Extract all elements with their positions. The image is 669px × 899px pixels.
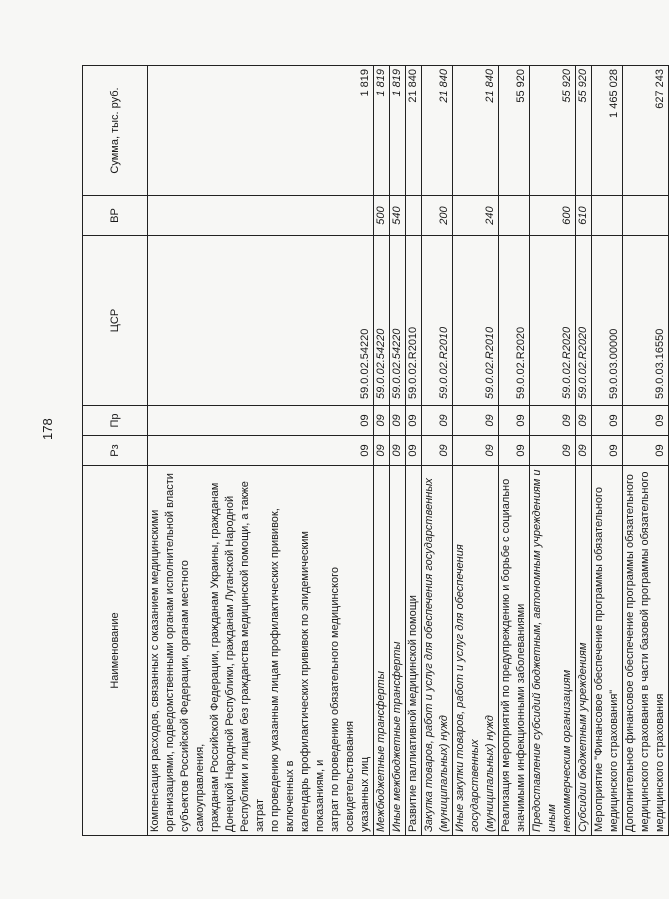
row-sum: 55 920 bbox=[530, 66, 576, 196]
row-sum: 1 819 bbox=[390, 66, 406, 196]
table-row bbox=[530, 66, 576, 836]
row-rz: 09 bbox=[406, 436, 422, 466]
row-csr: 59.0.02.R2010 bbox=[406, 236, 422, 406]
row-name-line: Компенсация расходов, связанных с оказанием медицинскими bbox=[149, 509, 161, 832]
row-sum: 55 920 bbox=[499, 66, 530, 196]
row-name-line: Мероприятие "Финансовое обеспечение программы обязательного bbox=[593, 487, 605, 832]
row-name bbox=[623, 466, 669, 836]
row-name-line: Развитие паллиативной медицинской помощи bbox=[407, 595, 419, 832]
row-rz: 09 bbox=[374, 436, 390, 466]
row-name-line: Предоставление субсидий бюджетным, автономным учреждениям и иным bbox=[531, 469, 558, 832]
row-name-line: гражданам Российской Федерации, гражданам Украины, гражданам bbox=[209, 482, 221, 832]
row-vr bbox=[499, 196, 530, 236]
row-name-line: по проведению указанным лицам профилактических прививок, включенных в bbox=[269, 508, 296, 832]
row-rz: 09 bbox=[530, 436, 576, 466]
row-name bbox=[390, 466, 406, 836]
row-name-line: значимыми инфекционными заболеваниями bbox=[515, 603, 527, 832]
row-vr bbox=[592, 196, 623, 236]
row-vr: 200 bbox=[422, 196, 453, 236]
row-sum: 1 819 bbox=[148, 66, 374, 196]
table-row bbox=[390, 66, 406, 836]
row-name-line: (муниципальных) нужд bbox=[438, 715, 450, 832]
row-pr: 09 bbox=[576, 406, 592, 436]
row-csr: 59.0.02.54220 bbox=[374, 236, 390, 406]
table-row bbox=[148, 66, 374, 836]
row-name-line: субъектов Российской Федерации, органам местного самоуправления, bbox=[179, 560, 206, 832]
table-row bbox=[623, 66, 669, 836]
row-csr: 59.0.03.16550 bbox=[623, 236, 669, 406]
row-name-line: организациями, подведомственными органам исполнительной власти bbox=[164, 473, 176, 832]
header-pr: Пр bbox=[83, 406, 148, 436]
row-csr: 59.0.02.R2010 bbox=[422, 236, 453, 406]
row-sum: 627 243 bbox=[623, 66, 669, 196]
row-name bbox=[576, 466, 592, 836]
table-row bbox=[453, 66, 499, 836]
row-rz: 09 bbox=[422, 436, 453, 466]
row-pr: 09 bbox=[453, 406, 499, 436]
row-pr: 09 bbox=[148, 406, 374, 436]
row-name-line: Межбюджетные трансферты bbox=[375, 671, 387, 832]
row-vr bbox=[406, 196, 422, 236]
row-rz: 09 bbox=[576, 436, 592, 466]
row-csr: 59.0.02.R2020 bbox=[499, 236, 530, 406]
row-pr: 09 bbox=[390, 406, 406, 436]
row-rz: 09 bbox=[390, 436, 406, 466]
row-pr: 09 bbox=[422, 406, 453, 436]
row-name-line: Закупка товаров, работ и услуг для обеспечения государственных bbox=[423, 478, 435, 832]
row-name-line: Республики и лицам без гражданства медицинской помощи, а также затрат bbox=[239, 481, 266, 832]
row-pr: 09 bbox=[406, 406, 422, 436]
budget-table bbox=[82, 65, 669, 836]
row-sum: 21 840 bbox=[422, 66, 453, 196]
row-csr: 59.0.02.R2010 bbox=[453, 236, 499, 406]
row-pr: 09 bbox=[374, 406, 390, 436]
row-vr bbox=[148, 196, 374, 236]
header-vr: ВР bbox=[83, 196, 148, 236]
row-name-line: Донецкой Народной Республики, гражданам Луганской Народной bbox=[224, 495, 236, 832]
row-name-line: медицинского страхования в части базовой программы обязательного bbox=[639, 471, 651, 832]
table-row bbox=[592, 66, 623, 836]
row-name bbox=[592, 466, 623, 836]
page-number: 178 bbox=[40, 418, 55, 440]
row-name-line: затрат по проведению обязательного медицинского освидетельствования bbox=[329, 567, 356, 832]
row-name bbox=[499, 466, 530, 836]
row-name-line: Иные закупки товаров, работ и услуг для обеспечения государственных bbox=[454, 544, 481, 832]
header-sum: Сумма, тыс. руб. bbox=[83, 66, 148, 196]
rotated-page-content bbox=[82, 66, 666, 836]
table-header-row bbox=[83, 66, 148, 836]
row-sum: 55 920 bbox=[576, 66, 592, 196]
row-name-line: медицинского страхования" bbox=[608, 689, 620, 832]
table-row bbox=[422, 66, 453, 836]
row-csr: 59.0.03.00000 bbox=[592, 236, 623, 406]
row-pr: 09 bbox=[623, 406, 669, 436]
row-rz: 09 bbox=[499, 436, 530, 466]
row-csr: 59.0.02.R2020 bbox=[576, 236, 592, 406]
table-row bbox=[499, 66, 530, 836]
header-name: Наименование bbox=[83, 466, 148, 836]
header-rz: Рз bbox=[83, 436, 148, 466]
row-name bbox=[453, 466, 499, 836]
row-rz: 09 bbox=[592, 436, 623, 466]
row-name-line: некоммерческим организациям bbox=[561, 669, 573, 832]
row-name bbox=[530, 466, 576, 836]
table-row bbox=[406, 66, 422, 836]
row-rz: 09 bbox=[453, 436, 499, 466]
row-name-line: медицинского страхования bbox=[654, 693, 666, 832]
row-vr: 610 bbox=[576, 196, 592, 236]
row-sum: 21 840 bbox=[406, 66, 422, 196]
row-rz: 09 bbox=[623, 436, 669, 466]
row-csr: 59.0.02.R2020 bbox=[530, 236, 576, 406]
row-sum: 21 840 bbox=[453, 66, 499, 196]
row-vr: 500 bbox=[374, 196, 390, 236]
row-name bbox=[422, 466, 453, 836]
row-pr: 09 bbox=[592, 406, 623, 436]
row-name bbox=[406, 466, 422, 836]
row-name bbox=[374, 466, 390, 836]
row-sum: 1 819 bbox=[374, 66, 390, 196]
row-csr: 59.0.02.54220 bbox=[390, 236, 406, 406]
row-vr: 240 bbox=[453, 196, 499, 236]
row-name-line: (муниципальных) нужд bbox=[484, 715, 496, 832]
row-pr: 09 bbox=[530, 406, 576, 436]
row-name-line: Иные межбюджетные трансферты bbox=[391, 641, 403, 832]
row-vr: 540 bbox=[390, 196, 406, 236]
row-pr: 09 bbox=[499, 406, 530, 436]
row-name bbox=[148, 466, 374, 836]
row-rz: 09 bbox=[148, 436, 374, 466]
row-csr: 59.0.02.54220 bbox=[148, 236, 374, 406]
row-vr bbox=[623, 196, 669, 236]
row-name-line: Реализация мероприятий по предупреждению и борьбе с социально bbox=[500, 478, 512, 832]
row-name-line: Субсидии бюджетным учреждениям bbox=[577, 642, 589, 832]
row-vr: 600 bbox=[530, 196, 576, 236]
row-sum: 1 465 028 bbox=[592, 66, 623, 196]
row-name-line: Дополнительное финансовое обеспечение программы обязательного bbox=[624, 474, 636, 832]
row-name-line: календарь профилактических прививок по эпидемическим показаниям, и bbox=[299, 531, 326, 832]
table-row bbox=[576, 66, 592, 836]
row-name-line: указанных лиц bbox=[359, 756, 371, 832]
table-body bbox=[148, 66, 669, 836]
header-csr: ЦСР bbox=[83, 236, 148, 406]
table-row bbox=[374, 66, 390, 836]
